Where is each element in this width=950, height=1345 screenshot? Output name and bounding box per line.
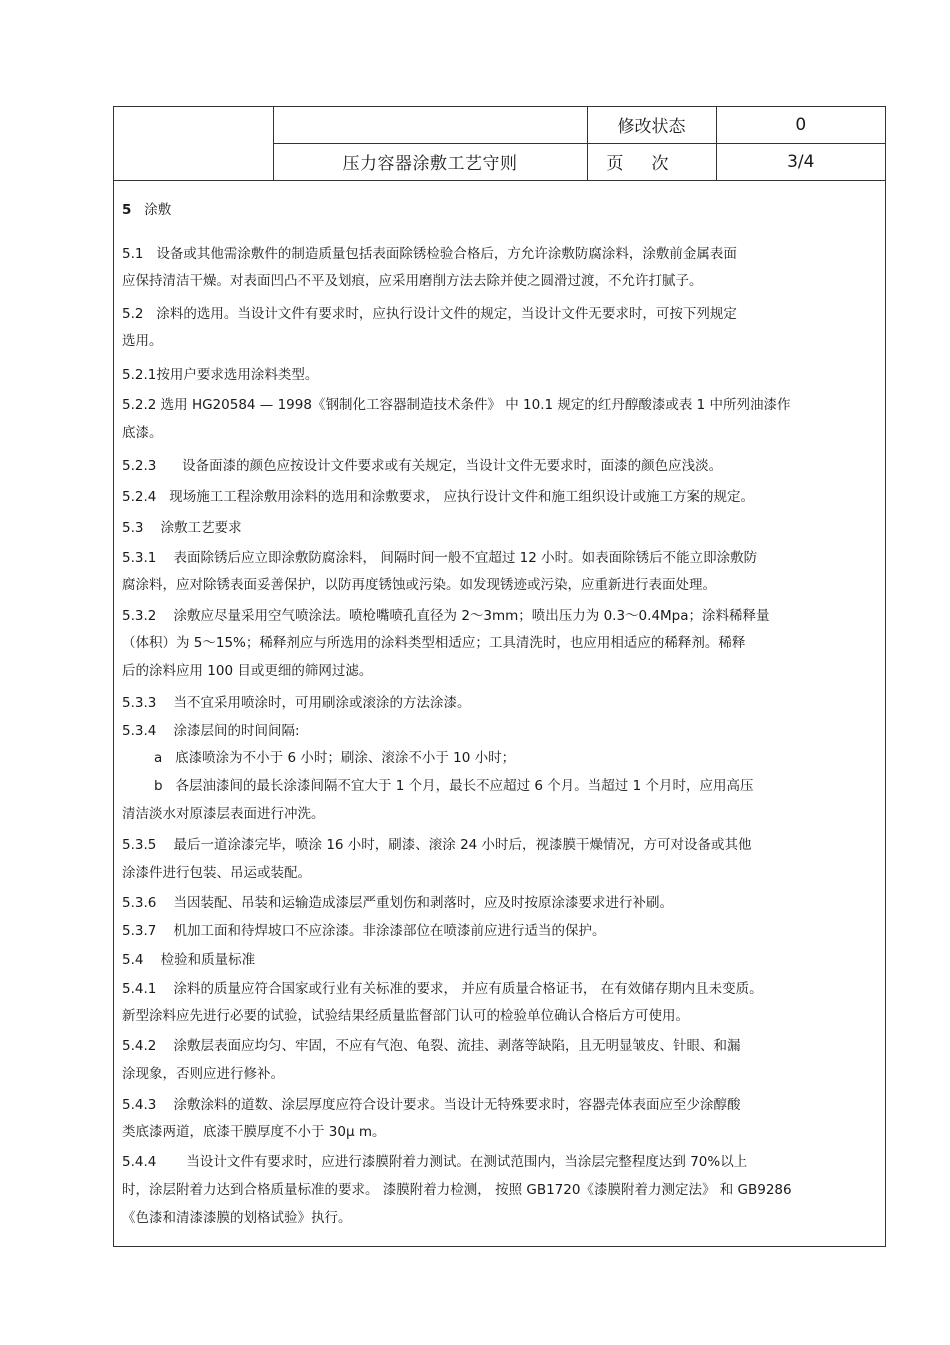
line-21: 5.3.5 最后一道涂漆完毕，喷涂 16 小时，刷漆、滚涂 24 小时后，视漆膜干燥情况，方可对设备或其他 [122, 837, 752, 853]
line-27: 新型涂料应先进行必要的试验，试验结果经质量监督部门认可的检验单位确认合格后方可使用。 [122, 1008, 689, 1024]
revision-value: 0 [716, 107, 885, 143]
revision-label: 修改状态 [587, 107, 716, 143]
line-30: 5.4.3 涂敷涂料的道数、涂层厚度应符合设计要求。当设计无特殊要求时，容器壳体表面应至少涂醇酸 [122, 1097, 741, 1113]
line-24: 5.3.7 机加工面和待焊坡口不应涂漆。非涂漆部位在喷漆前应进行适当的保护。 [122, 923, 606, 939]
line-31: 类底漆两道，底漆干膜厚度不小于 30μ m。 [122, 1124, 386, 1140]
page-label: 页次 [587, 143, 716, 180]
line-4: 选用。 [122, 333, 163, 349]
line-23: 5.3.6 当因装配、吊装和运输造成漆层严重划伤和剥落时，应及时按原涂漆要求进行补刷。 [122, 895, 674, 911]
line-0: 5 涂敷 [122, 202, 172, 218]
line-17: 5.3.4 涂漆层间的时间间隔: [122, 723, 300, 739]
document-frame [113, 106, 886, 1247]
line-34: 《色漆和清漆漆膜的划格试验》执行。 [122, 1210, 352, 1226]
page-number: 3/4 [716, 143, 885, 180]
line-32: 5.4.4 当设计文件有要求时，应进行漆膜附着力测试。在测试范围内，当涂层完整程度达到 70%以上 [122, 1154, 748, 1170]
line-16: 5.3.3 当不宜采用喷涂时，可用刷涂或滚涂的方法涂漆。 [122, 695, 471, 711]
line-11: 5.3.1 表面除锈后应立即涂敷防腐涂料， 间隔时间一般不宜超过 12 小时。如表面除锈后不能立即涂敷防 [122, 550, 758, 566]
line-20: 清洁淡水对原漆层表面进行冲洗。 [122, 806, 325, 822]
line-10: 5.3 涂敷工艺要求 [122, 520, 242, 536]
line-15: 后的涂料应用 100 目或更细的筛网过滤。 [122, 663, 373, 679]
logo-cell [114, 107, 273, 180]
line-7: 底漆。 [122, 425, 163, 441]
line-18: a 底漆喷涂为不小于 6 小时；刷涂、滚涂不小于 10 小时； [154, 750, 516, 766]
line-12: 腐涂料，应对除锈表面妥善保护，以防再度锈蚀或污染。如发现锈迹或污染，应重新进行表面处理。 [122, 577, 716, 593]
line-5: 5.2.1按用户要求选用涂料类型。 [122, 367, 319, 383]
line-19: b 各层油漆间的最长涂漆间隔不宜大于 1 个月，最长不应超过 6 个月。当超过 1 个月时，应用高压 [154, 778, 754, 794]
line-8: 5.2.3 设备面漆的颜色应按设计文件要求或有关规定，当设计文件无要求时，面漆的颜色应浅淡。 [122, 458, 723, 474]
line-13: 5.3.2 涂敷应尽量采用空气喷涂法。喷枪嘴喷孔直径为 2～3mm；喷出压力为 0.3～0.4Mpa；涂料稀释量 [122, 608, 770, 624]
line-6: 5.2.2 选用 HG20584 — 1998《钢制化工容器制造技术条件》 中 10.1 规定的红丹醇酸漆或表 1 中所列油漆作 [122, 397, 791, 413]
line-33: 时，涂层附着力达到合格质量标准的要求。 漆膜附着力检测， 按照 GB1720《漆膜附着力测定法》 和 GB9286 [122, 1182, 792, 1198]
line-3: 5.2 涂料的选用。当设计文件有要求时，应执行设计文件的规定，当设计文件无要求时，可按下列规定 [122, 306, 737, 322]
document-title: 压力容器涂敷工艺守则 [273, 143, 587, 180]
line-26: 5.4.1 涂料的质量应符合国家或行业有关标准的要求， 并应有质量合格证书， 在有效储存期内且未变质。 [122, 981, 763, 997]
line-29: 涂现象，否则应进行修补。 [122, 1066, 284, 1082]
line-2: 应保持清洁干燥。对表面凹凸不平及划痕，应采用磨削方法去除并使之圆滑过渡，不允许打腻子。 [122, 273, 703, 289]
line-25: 5.4 检验和质量标准 [122, 952, 256, 968]
document-body [114, 180, 885, 1226]
line-9: 5.2.4 现场施工工程涂敷用涂料的选用和涂敷要求， 应执行设计文件和施工组织设计或施工方案的规定。 [122, 489, 755, 505]
line-28: 5.4.2 涂敷层表面应均匀、牢固，不应有气泡、龟裂、流挂、剥落等缺陷，且无明显皱皮、针眼、和漏 [122, 1038, 741, 1054]
blank-cell [273, 107, 587, 143]
line-22: 涂漆件进行包装、吊运或装配。 [122, 865, 311, 881]
header-table [114, 107, 885, 181]
line-1: 5.1 设备或其他需涂敷件的制造质量包括表面除锈检验合格后，方允许涂敷防腐涂料，涂敷前金属表面 [122, 246, 737, 262]
line-14: （体积）为 5～15%；稀释剂应与所选用的涂料类型相适应；工具清洗时，也应用相适应的稀释剂。稀释 [122, 635, 746, 651]
